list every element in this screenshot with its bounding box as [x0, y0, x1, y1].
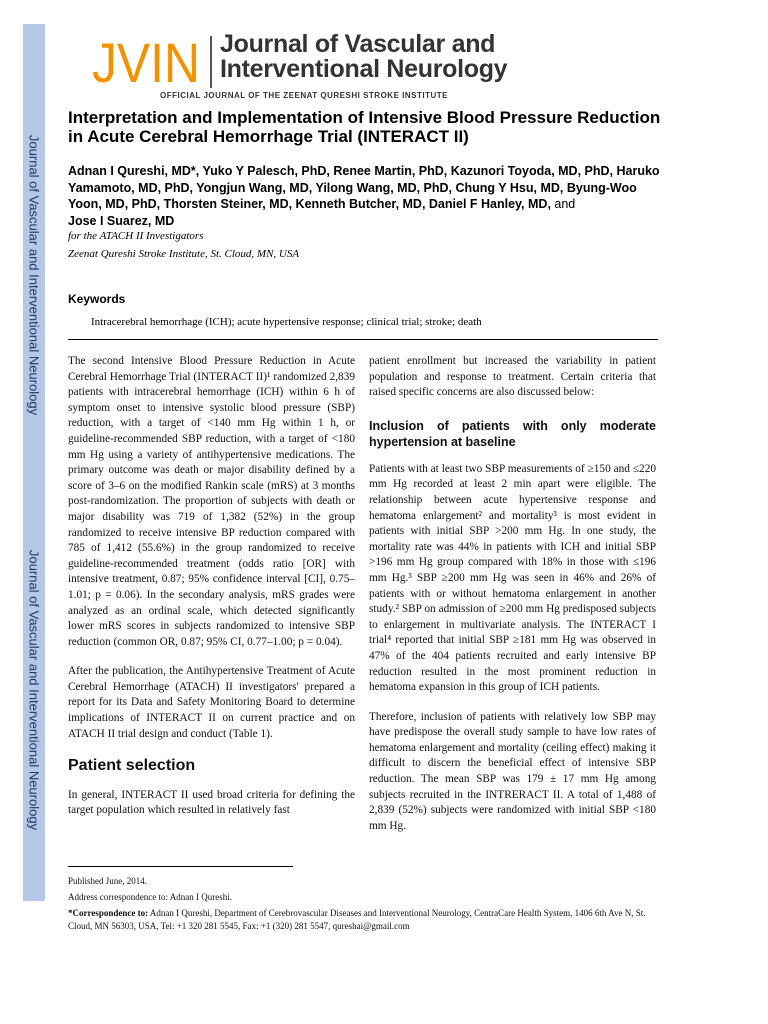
correspondence-label: *Correspondence to:	[68, 908, 149, 918]
left-column	[68, 354, 355, 819]
footnote-rule	[68, 866, 293, 867]
paragraph-therefore: Therefore, inclusion of patients with relatively low SBP may have predispose the overall study sample to have low rates of hematoma enlargement and mortality (ceiling effect) making it difficult to discern the beneficial effect of intensive SBP reduction. The mean SBP was 179 ± 17 mm Hg among subjects recruited in the INTRERACT II. A total of 1,488 of 2,839 (52%) subjects were randomized with initial SBP <180 mm Hg.	[369, 710, 656, 832]
logo-divider	[210, 36, 212, 88]
authors-and: and	[550, 197, 576, 211]
keywords-text: Intracerebral hemorrhage (ICH); acute hypertensive response; clinical trial; stroke; death	[91, 316, 482, 328]
footnote-address: Address correspondence to: Adnan I Qureshi.	[68, 892, 232, 902]
logo-text: JVIN	[92, 34, 200, 90]
sidebar-journal-name-bottom: Journal of Vascular and Interventional Neurology	[26, 549, 42, 831]
authors-main: Adnan I Qureshi, MD*, Yuko Y Palesch, PhD, Renee Martin, PhD, Kazunori Toyoda, MD, PhD, Haruko Yamamoto, MD, PhD, Yongjun Wang, MD, Yilong Wang, MD, PhD, Chung Y Hsu, MD, Byung-Woo Yoon, MD, PhD, Thorsten Steiner, MD, Kenneth Butcher, MD, Daniel F Hanley, MD,	[68, 164, 660, 211]
journal-title-line1: Journal of Vascular and	[220, 30, 496, 58]
affiliation: Zeenat Qureshi Stroke Institute, St. Cloud, MN, USA	[68, 248, 300, 260]
sidebar-journal-name-top: Journal of Vascular and Interventional Neurology	[26, 134, 42, 416]
subheading-moderate-hypertension: Inclusion of patients with only moderate hypertension at baseline	[369, 418, 656, 449]
authors-last: Jose I Suarez, MD	[68, 213, 175, 228]
official-journal-tagline: OFFICIAL JOURNAL OF THE ZEENAT QURESHI STROKE INSTITUTE	[160, 91, 448, 100]
footnote-correspondence	[68, 907, 668, 933]
keywords-heading: Keywords	[68, 292, 126, 306]
section-heading-patient-selection: Patient selection	[68, 757, 196, 775]
footnote-published: Published June, 2014.	[68, 876, 148, 886]
right-column	[369, 354, 656, 834]
investigators-line: for the ATACH II Investigators	[68, 230, 204, 242]
paragraph-patient-selection: In general, INTERACT II used broad criteria for defining the target population which resulted in relatively fast	[68, 788, 355, 817]
paragraph-intro: The second Intensive Blood Pressure Reduction in Acute Cerebral Hemorrhage Trial (INTERACT II)¹ randomized 2,839 patients with intracerebral hemorrhage (ICH) within 6 h of symptom onset to intensive systolic blood pressure (SBP) reduction, with a target of <140 mm Hg within 1 h, or guideline-recommended SBP reduction, with a target of <180 mm Hg using a variety of antihypertensive medications. The primary outcome was death or major disability defined by a score of 3–6 on the modified Rankin scale (mRS) at 3 months post-randomization. The proportion of subjects with death or major disability was 719 of 1,382 (52%) in the group randomized to receive intensive BP reduction compared with 785 of 1,412 (55.6%) in the group randomized to receive guideline-recommended treatment (odds ratio [OR] with intensive treatment, 0.87; 95% confidence interval [CI], 0.75–1.01; p = 0.06). In the secondary analysis, mRS grades were analyzed as an ordinal scale, which detected significantly lower mRS scores in subjects randomized to intensive SBP reduction (common OR, 0.87; 95% CI, 0.77–1.00; p = 0.04).	[68, 355, 355, 648]
article-title: Interpretation and Implementation of Intensive Blood Pressure Reduction in Acute Cerebral Hemorrhage Trial (INTERACT II)	[68, 108, 661, 146]
author-list	[68, 163, 668, 229]
journal-title-line2: Interventional Neurology	[220, 55, 508, 83]
journal-title	[220, 32, 507, 82]
paragraph-atach: After the publication, the Antihypertensive Treatment of Acute Cerebral Hemorrhage (ATACH) II investigators' prepared a report for its Data and Safety Monitoring Board to determine implications of INTERACT II on current practice and on ATACH II trial design and conduct (Table 1).	[68, 665, 355, 740]
jvin-logo	[92, 34, 204, 90]
correspondence-text: Adnan I Qureshi, Department of Cerebrovascular Diseases and Interventional Neurology, CentraCare Health System, 1406 6th Ave N, St. Cloud, MN 56303, USA, Tel: +1 320 281 5545, Fax: +1 (320) 281 5547, qureshai@gmail.com	[68, 908, 646, 931]
paragraph-inclusion: Patients with at least two SBP measurements of ≥150 and ≤220 mm Hg recorded at least 2 min apart were eligible. The relationship between acute hypertensive response and hematoma enlargement² and mortality³ is most evident in patients with initial SBP >200 mm Hg. In one study, the mortality rate was 44% in patients with ICH and initial SBP >196 mm Hg group compared with 18% in those with ≤196 mm Hg.³ SBP ≥200 mm Hg was seen in 46% and 26% of patients with or without hematoma enlargement in another study.² SBP on admission of ≥200 mm Hg predisposed subjects to enlargement in multivariate analysis. The INTERACT I trial⁴ reported that initial SBP ≥181 mm Hg was observed in 47% of the 404 patients recruited and early intensive BP reduction resulted in the most prominent reduction in hematoma expansion in this group of ICH patients.	[369, 462, 656, 694]
keywords-rule	[68, 339, 658, 340]
paragraph-continued: patient enrollment but increased the variability in patient population and response to treatment. Certain criteria that raised specific concerns are also discussed below:	[369, 355, 656, 399]
